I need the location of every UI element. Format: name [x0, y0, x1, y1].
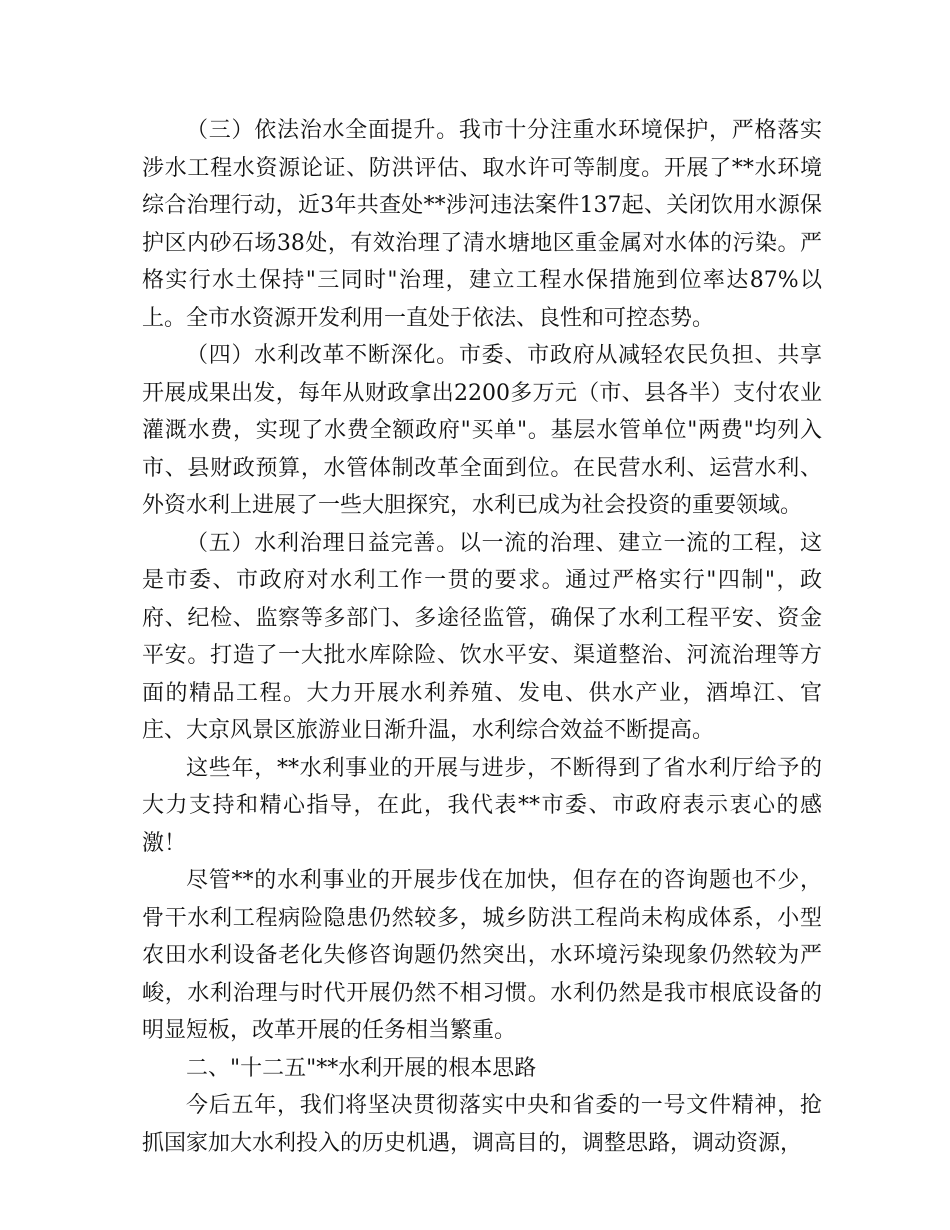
paragraph-water-management: （五）水利治理日益完善。以一流的治理、建立一流的工程，这是市委、市政府对水利工作一贯的要求。通过严格实行"四制"，政府、纪检、监察等多部门、多途径监管，确保了水利工程平安、资金平安。打造了一大批水库除险、饮水平安、渠道整治、河流治理等方面的精品工程。大力开展水利养殖、发电、供水产业，酒埠江、官庄、大京风景区旅游业日渐升温，水利综合效益不断提高。 — [142, 530, 822, 743]
document-body — [142, 112, 822, 1162]
paragraph-existing-problems: 尽管**的水利事业的开展步伐在加快，但存在的咨询题也不少，骨干水利工程病险隐患仍然较多，城乡防洪工程尚未构成体系，小型农田水利设备老化失修咨询题仍然突出，水环境污染现象仍然较为严峻，水利治理与时代开展仍然不相习惯。水利仍然是我市根底设备的明显短板，改革开展的任务相当繁重。 — [142, 868, 822, 1043]
paragraph-acknowledgement: 这些年，**水利事业的开展与进步，不断得到了省水利厅给予的大力支持和精心指导，在此，我代表**市委、市政府表示衷心的感激！ — [142, 755, 822, 856]
paragraph-water-reform: （四）水利改革不断深化。市委、市政府从减轻农民负担、共享开展成果出发，每年从财政拿出2200多万元（市、县各半）支付农业灌溉水费，实现了水费全额政府"买单"。基层水管单位"两费"均列入市、县财政预算，水管体制改革全面到位。在民营水利、运营水利、外资水利上进展了一些大胆探究，水利已成为社会投资的重要领域。 — [142, 343, 822, 518]
paragraph-legal-water-governance: （三）依法治水全面提升。我市十分注重水环境保护，严格落实涉水工程水资源论证、防洪评估、取水许可等制度。开展了**水环境综合治理行动，近3年共查处**涉河违法案件137起、关闭饮用水源保护区内砂石场38处，有效治理了清水塘地区重金属对水体的污染。严格实行水土保持"三同时"治理，建立工程水保措施到位率达87%以上。全市水资源开发利用一直处于依法、良性和可控态势。 — [142, 118, 822, 331]
section-heading-basic-approach: 二、"十二五"**水利开展的根本思路 — [186, 1055, 537, 1081]
paragraph-next-five-years: 今后五年，我们将坚决贯彻落实中央和省委的一号文件精神，抢抓国家加大水利投入的历史机遇，调高目的，调整思路，调动资源， — [142, 1093, 822, 1156]
